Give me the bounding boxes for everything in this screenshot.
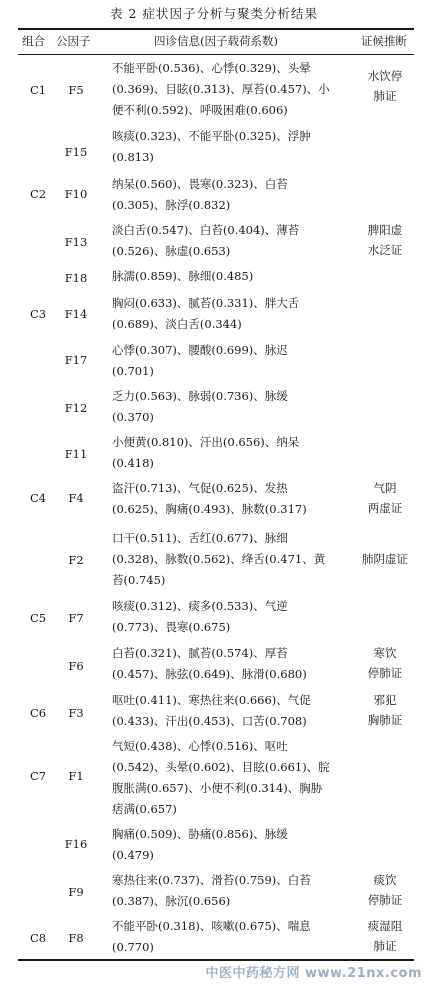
factor-cell: F15 [64, 145, 88, 159]
group-cell: C5 [29, 611, 47, 625]
info-line: (0.773)、畏寒(0.675) [112, 620, 231, 634]
info-line: (0.479) [112, 848, 154, 862]
group-cell: C3 [29, 307, 47, 321]
info-line: 脉濡(0.859)、脉细(0.485) [112, 269, 254, 283]
info-cell [112, 596, 350, 638]
info-cell [112, 736, 350, 820]
syndrome-cell [354, 478, 416, 518]
info-line: 咳痰(0.323)、不能平卧(0.325)、浮肿 [112, 129, 311, 143]
syndrome-cell [354, 220, 416, 260]
info-line: 不能平卧(0.536)、心悸(0.329)、头晕 [112, 61, 311, 75]
syndrome-line: 邪犯 [373, 693, 397, 707]
info-line: 口干(0.511)、舌红(0.677)、脉细 [112, 531, 288, 545]
factor-cell: F3 [68, 706, 84, 720]
group-cell: C8 [29, 931, 47, 945]
info-cell [112, 266, 350, 287]
info-cell [112, 293, 350, 335]
header-rule [18, 54, 414, 55]
group-cell: C6 [29, 706, 47, 720]
info-cell [112, 432, 350, 474]
factor-cell: F13 [64, 235, 88, 249]
info-cell [112, 643, 350, 685]
info-line: 小便黄(0.810)、汗出(0.656)、纳呆 [112, 435, 300, 449]
info-line: (0.526)、脉虚(0.653) [112, 244, 231, 258]
info-line: (0.433)、汗出(0.453)、口苦(0.708) [112, 714, 307, 728]
factor-cell: F2 [68, 553, 84, 567]
info-cell [112, 690, 350, 732]
info-cell [112, 478, 350, 520]
syndrome-line: 肺证 [373, 89, 397, 103]
info-line: (0.328)、脉数(0.562)、绛舌(0.471、黄 [112, 552, 326, 566]
info-line: 胸闷(0.633)、腻苔(0.331)、胖大舌 [112, 296, 300, 310]
info-line: 便不利(0.592)、呼吸困难(0.606) [112, 103, 288, 117]
info-line: (0.370) [112, 410, 154, 424]
syndrome-line: 寒饮 [373, 646, 397, 660]
info-cell [112, 916, 350, 958]
header-info: 四诊信息(因子载荷系数) [154, 34, 278, 48]
syndrome-line: 停肺证 [367, 893, 403, 907]
info-line: (0.418) [112, 456, 154, 470]
info-line: 白苔(0.321)、腻苔(0.574)、厚苔 [112, 646, 288, 660]
syndrome-line: 水泛证 [367, 243, 403, 257]
syndrome-line: 肺证 [373, 939, 397, 953]
factor-cell: F9 [68, 885, 84, 899]
syndrome-cell [354, 549, 416, 569]
group-cell: C2 [29, 187, 47, 201]
syndrome-cell [354, 643, 416, 683]
factor-cell: F7 [68, 611, 84, 625]
info-line: (0.369)、目眩(0.313)、厚苔(0.457)、小 [112, 82, 330, 96]
info-cell [112, 340, 350, 382]
syndrome-cell [354, 916, 416, 956]
info-line: (0.457)、脉弦(0.649)、脉滑(0.680) [112, 667, 307, 681]
group-cell: C4 [29, 491, 47, 505]
factor-cell: F1 [68, 769, 84, 783]
factor-cell: F14 [64, 307, 88, 321]
info-line: (0.542)、头晕(0.602)、目眩(0.661)、脘 [112, 760, 330, 774]
info-line: (0.689)、淡白舌(0.344) [112, 317, 242, 331]
info-line: 淡白舌(0.547)、白苔(0.404)、薄苔 [112, 223, 300, 237]
syndrome-line: 痰湿阻 [367, 919, 403, 933]
factor-cell: F6 [68, 659, 84, 673]
factor-cell: F10 [64, 187, 88, 201]
info-line: 乏力(0.563)、脉弱(0.736)、脉缓 [112, 389, 288, 403]
info-cell [112, 58, 350, 121]
info-cell [112, 126, 350, 168]
info-cell [112, 174, 350, 216]
bottom-rule [18, 959, 414, 961]
info-line: 胸痛(0.509)、胁痛(0.856)、脉缓 [112, 827, 288, 841]
syndrome-line: 痰饮 [373, 873, 397, 887]
info-line: 纳呆(0.560)、畏寒(0.323)、白苔 [112, 177, 288, 191]
info-line: 寒热往来(0.737)、滑苔(0.759)、白苔 [112, 873, 311, 887]
header-factor: 公因子 [56, 34, 91, 48]
syndrome-line: 肺阴虚证 [362, 552, 408, 566]
syndrome-line: 气阴 [373, 481, 397, 495]
factor-cell: F17 [64, 353, 88, 367]
factor-cell: F16 [64, 837, 88, 851]
info-line: 苔(0.745) [112, 573, 166, 587]
syndrome-line: 水饮停 [367, 69, 403, 83]
syndrome-line: 胸肺证 [367, 713, 403, 727]
info-line: 腹胀满(0.657)、小便不利(0.314)、胸胁 [112, 781, 323, 795]
info-line: 呕吐(0.411)、寒热往来(0.666)、气促 [112, 693, 311, 707]
header-syndrome: 证候推断 [361, 34, 407, 48]
info-line: 咳痰(0.312)、痰多(0.533)、气逆 [112, 599, 288, 613]
syndrome-cell [354, 870, 416, 910]
factor-cell: F5 [68, 83, 84, 97]
info-line: 气短(0.438)、心悸(0.516)、呕吐 [112, 739, 288, 753]
info-line: (0.701) [112, 364, 154, 378]
info-cell [112, 870, 350, 912]
info-line: (0.813) [112, 150, 154, 164]
site-watermark: 中医中药秘方网 www.21nx.com [205, 966, 422, 981]
header-group: 组合 [22, 34, 45, 48]
factor-cell: F8 [68, 931, 84, 945]
factor-cell: F12 [64, 401, 88, 415]
info-cell [112, 824, 350, 866]
group-cell: C7 [29, 769, 47, 783]
info-line: (0.387)、脉沉(0.656) [112, 894, 231, 908]
info-cell [112, 528, 350, 591]
syndrome-cell [354, 690, 416, 730]
info-line: 盗汗(0.713)、气促(0.625)、发热 [112, 481, 288, 495]
syndrome-line: 两虚证 [367, 501, 403, 515]
syndrome-cell [354, 66, 416, 106]
factor-cell: F18 [64, 271, 88, 285]
factor-cell: F11 [64, 447, 88, 461]
info-line: (0.305)、脉浮(0.832) [112, 198, 231, 212]
table-title: 表 2 症状因子分析与聚类分析结果 [110, 6, 318, 21]
info-line: (0.770) [112, 940, 154, 954]
info-line: (0.625)、胸痛(0.493)、脉数(0.317) [112, 502, 307, 516]
syndrome-line: 停肺证 [367, 666, 403, 680]
group-cell: C1 [29, 83, 47, 97]
info-cell [112, 220, 350, 262]
info-cell [112, 386, 350, 428]
info-line: 心悸(0.307)、腰酸(0.699)、脉迟 [112, 343, 288, 357]
factor-cell: F4 [68, 491, 84, 505]
syndrome-line: 脾阳虚 [367, 223, 403, 237]
info-line: 痞满(0.657) [112, 802, 177, 816]
info-line: 不能平卧(0.318)、咳嗽(0.675)、喘息 [112, 919, 311, 933]
